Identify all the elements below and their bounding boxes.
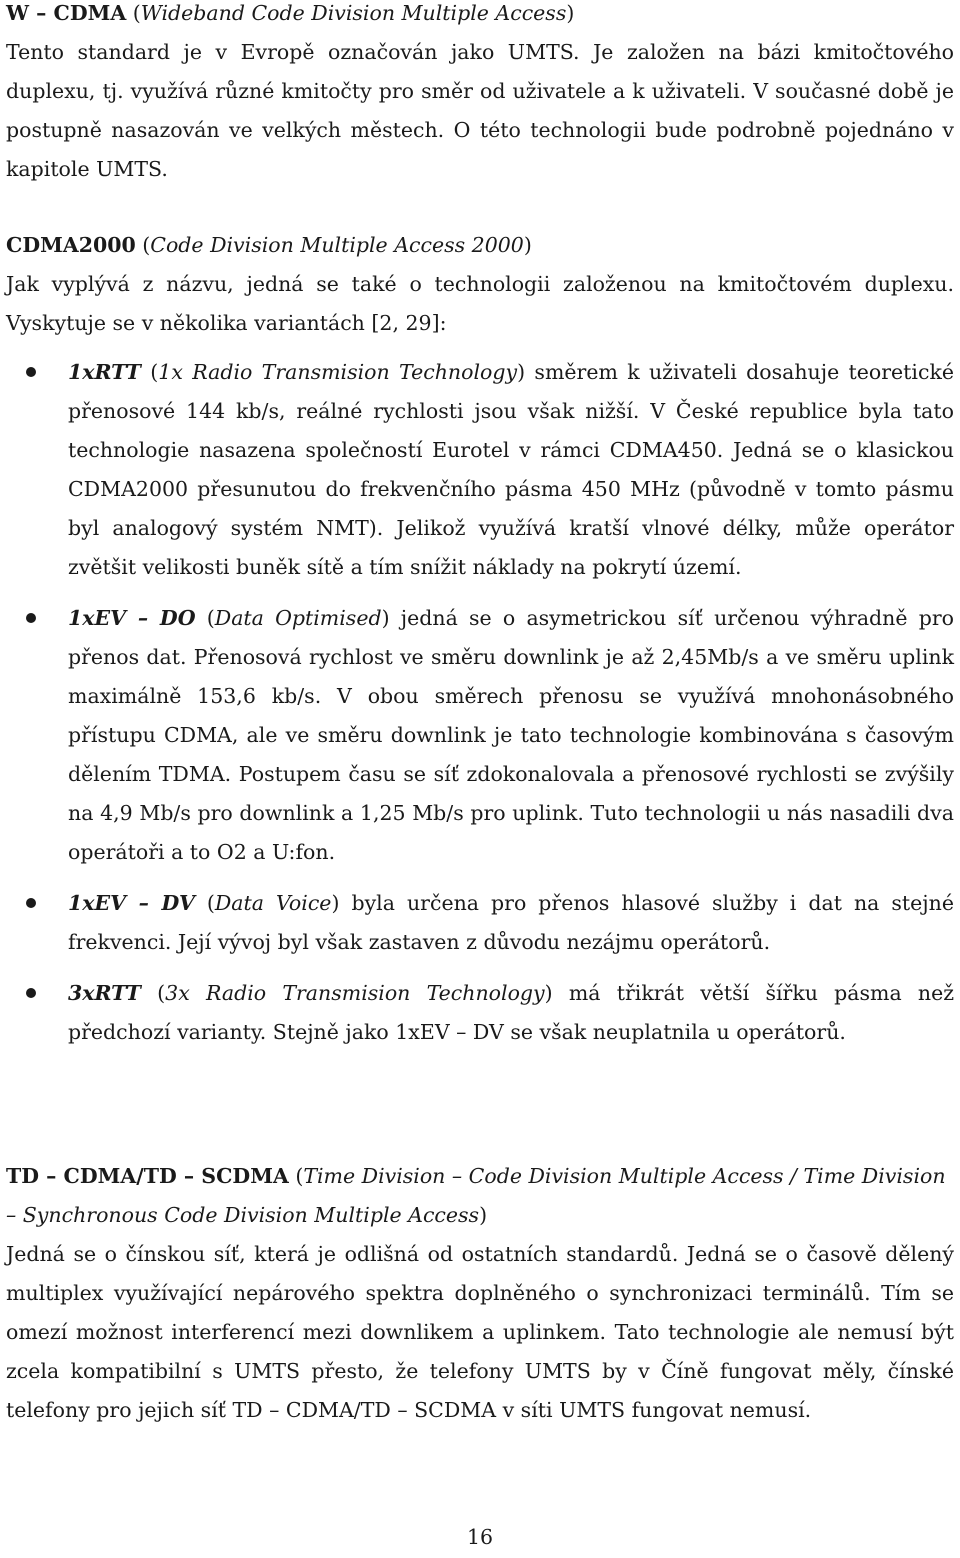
section-body: Jedná se o čínskou síť, která je odlišná od ostatních standardů. Jedná se o časově dělený multiplex využívající nepárového spektra doplněného o synchronizaci terminálů. Tím se omezí možnost interferencí mezi downlikem a uplinkem. Tato technologie ale nemusí být zcela kompatibilní s UMTS přesto, že telefony UMTS by v Číně fungovat měly, čínské telefony pro jejich síť TD – CDMA/TD – SCDMA v síti UMTS fungovat nemusí. bbox=[6, 1242, 954, 1422]
bullet-icon bbox=[26, 613, 36, 623]
variant-description: byla určena pro přenos hlasové služby i dat na stejné frekvenci. Její vývoj byl však zastaven z důvodu nezájmu operátorů. bbox=[68, 891, 954, 954]
bullet-icon bbox=[26, 988, 36, 998]
variant-description: směrem k uživateli dosahuje teoretické přenosové 144 kb/s, reálné rychlosti jsou však nižší. V České republice byla tato technologie nasazena společností Eurotel v rámci CDMA450. Jedná se o klasickou CDMA2000 přesunutou do frekvenčního pásma 450 MHz (původně v tomto pásmu byl analogový systém NMT). Jelikož využívá kratší vlnové délky, může operátor zvětšit velikosti buněk sítě a tím snížit náklady na pokrytí území. bbox=[68, 360, 955, 579]
heading-term: CDMA2000 bbox=[6, 233, 136, 257]
list-item: 1xEV – DO (Data Optimised) jedná se o asymetrickou síť určenou výhradně pro přenos dat. Přenosová rychlost ve směru downlink je až 2,45Mb/s a ve směru uplink maximálně 153,6 kb/s. V obou směrech přenosu se využívá mnohonásobného přístupu CDMA, ale ve směru downlink je tato technologie kombinována s časovým dělením TDMA. Postupem času se síť zdokonalovala a přenosové rychlosti se zvýšily na 4,9 Mb/s pro downlink a 1,25 Mb/s pro uplink. Tuto technologii u nás nasadili dva operátoři a to O2 a U:fon. bbox=[6, 599, 954, 872]
variant-name: 1xRTT bbox=[68, 360, 141, 384]
section-cdma2000 bbox=[6, 226, 954, 343]
heading-expansion: Code Division Multiple Access 2000 bbox=[150, 233, 524, 257]
bullet-icon bbox=[26, 898, 36, 908]
variant-expansion: Data Optimised bbox=[214, 606, 382, 630]
section-wcdma bbox=[6, 0, 954, 189]
variant-expansion: 3x Radio Transmision Technology bbox=[165, 981, 545, 1005]
section-body: Tento standard je v Evropě označován jako UMTS. Je založen na bázi kmitočtového duplexu, tj. využívá různé kmitočty pro směr od uživatele a k uživateli. V současné době je postupně nasazován ve velkých městech. O této technologii bude podrobně pojednáno v kapitole UMTS. bbox=[6, 40, 954, 181]
section-body: Jak vyplývá z názvu, jedná se také o technologii založenou na kmitočtovém duplexu. Vyskytuje se v několika variantách [2, 29]: bbox=[6, 272, 954, 335]
variant-description: jedná se o asymetrickou síť určenou výhradně pro přenos dat. Přenosová rychlost ve směru downlink je až 2,45Mb/s a ve směru uplink maximálně 153,6 kb/s. V obou směrech přenosu se využívá mnohonásobného přístupu CDMA, ale ve směru downlink je tato technologie kombinována s časovým dělením TDMA. Postupem času se síť zdokonalovala a přenosové rychlosti se zvýšily na 4,9 Mb/s pro downlink a 1,25 Mb/s pro uplink. Tuto technologii u nás nasadili dva operátoři a to O2 a U:fon. bbox=[68, 606, 954, 864]
heading-term: W – CDMA bbox=[6, 1, 127, 25]
section-td-cdma bbox=[6, 1157, 954, 1430]
page-number: 16 bbox=[466, 1525, 494, 1549]
variant-list bbox=[6, 353, 954, 1064]
list-item: 1xEV – DV (Data Voice) byla určena pro přenos hlasové služby i dat na stejné frekvenci. Její vývoj byl však zastaven z důvodu nezájmu operátorů. bbox=[6, 884, 954, 962]
bullet-icon bbox=[26, 367, 36, 377]
list-item: 3xRTT (3x Radio Transmision Technology) má třikrát větší šířku pásma než předchozí varianty. Stejně jako 1xEV – DV se však neuplatnila u operátorů. bbox=[6, 974, 954, 1052]
variant-name: 1xEV – DO bbox=[68, 606, 196, 630]
section-heading: CDMA2000 (Code Division Multiple Access 2000) bbox=[6, 233, 532, 257]
variant-expansion: 1x Radio Transmision Technology bbox=[158, 360, 518, 384]
variant-name: 1xEV – DV bbox=[68, 891, 195, 915]
heading-term: TD – CDMA/TD – SCDMA bbox=[6, 1164, 289, 1188]
variant-description: má třikrát větší šířku pásma než předchozí varianty. Stejně jako 1xEV – DV se však neuplatnila u operátorů. bbox=[68, 981, 955, 1044]
heading-expansion: Wideband Code Division Multiple Access bbox=[140, 1, 567, 25]
list-item: 1xRTT (1x Radio Transmision Technology) směrem k uživateli dosahuje teoretické přenosové 144 kb/s, reálné rychlosti jsou však nižší. V České republice byla tato technologie nasazena společností Eurotel v rámci CDMA450. Jedná se o klasickou CDMA2000 přesunutou do frekvenčního pásma 450 MHz (původně v tomto pásmu byl analogový systém NMT). Jelikož využívá kratší vlnové délky, může operátor zvětšit velikosti buněk sítě a tím snížit náklady na pokrytí území. bbox=[6, 353, 954, 587]
section-heading: W – CDMA (Wideband Code Division Multiple Access) bbox=[6, 1, 575, 25]
variant-name: 3xRTT bbox=[68, 981, 141, 1005]
section-heading: TD – CDMA/TD – SCDMA (Time Division – Code Division Multiple Access / Time Division – Synchronous Code Division Multiple Access) bbox=[6, 1164, 946, 1227]
variant-expansion: Data Voice bbox=[214, 891, 332, 915]
heading-expansion: Time Division – Code Division Multiple Access / Time Division – Synchronous Code Division Multiple Access bbox=[6, 1164, 946, 1227]
